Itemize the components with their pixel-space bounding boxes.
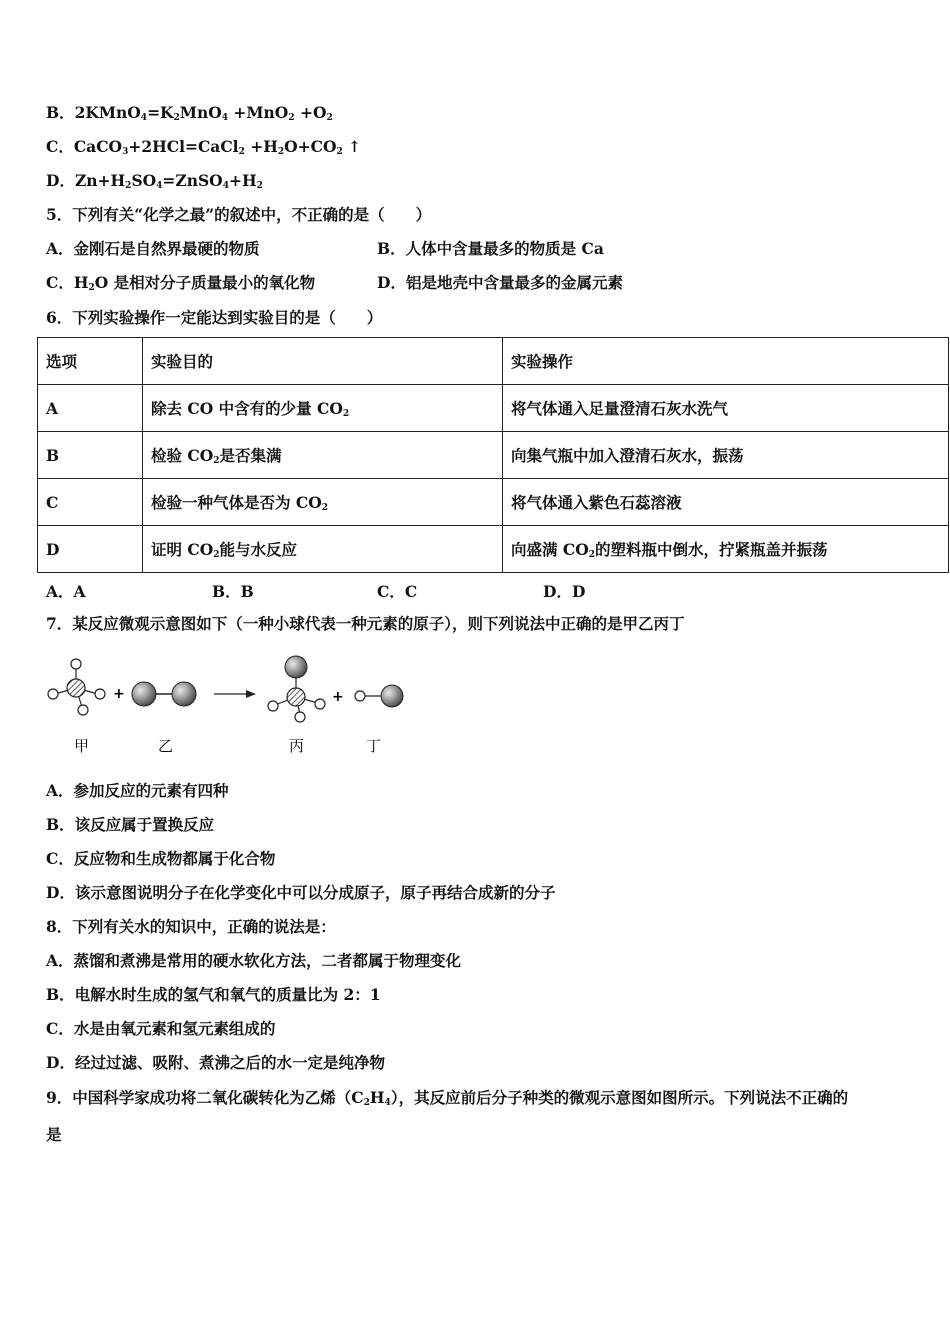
- table-cell-option: C: [38, 479, 143, 526]
- plus-sign: +: [332, 689, 344, 705]
- q5-option-c: C．$H_2O$ 是相对分子质量最小的氧化物: [46, 273, 316, 293]
- plus-sign: +: [113, 686, 125, 702]
- table-header: 实验操作: [503, 338, 949, 385]
- q8-option-b: B．电解水时生成的氢气和氧气的质量比为 2：1: [46, 985, 381, 1004]
- table-row: [38, 385, 949, 432]
- table-header: 选项: [38, 338, 143, 385]
- q6-answer-b: B．B: [212, 582, 254, 601]
- reaction-arrow-icon: [214, 690, 256, 698]
- q7-stem: 7．某反应微观示意图如下（一种小球代表一种元素的原子），则下列说法中正确的是甲乙丙丁: [46, 614, 685, 633]
- q6-answer-c: C．C: [377, 582, 418, 601]
- q5-option-d: D．铝是地壳中含量最多的金属元素: [377, 273, 623, 292]
- table-cell-option: D: [38, 526, 143, 573]
- table-cell-goal: 证明 $CO_2$能与水反应: [143, 526, 503, 573]
- molecule-yi-icon: [132, 682, 196, 706]
- label-jia: 甲: [74, 737, 90, 755]
- molecule-jia-icon: [48, 659, 105, 715]
- table-cell-goal: 检验 $CO_2$是否集满: [143, 432, 503, 479]
- q6-stem: 6．下列实验操作一定能达到实验目的是（ ）: [46, 308, 383, 327]
- label-ding: 丁: [366, 737, 382, 755]
- q4-option-c: C．CaCO$_3$+2HCl=CaCl$_2$ $+H_2O+CO_2$ ↑: [46, 137, 362, 157]
- table-header-row: [38, 338, 949, 385]
- experiment-table: [37, 337, 949, 573]
- q8-option-a: A．蒸馏和煮沸是常用的硬水软化方法，二者都属于物理变化: [46, 951, 462, 970]
- table-row: [38, 479, 949, 526]
- q6-answer-d: D．D: [543, 582, 586, 601]
- table-cell-operation: 向盛满 $CO_2$的塑料瓶中倒水，拧紧瓶盖并振荡: [503, 526, 949, 573]
- molecule-bing-icon: [268, 656, 325, 722]
- table-row: [38, 432, 949, 479]
- table-cell-operation: 将气体通入足量澄清石灰水洗气: [503, 385, 949, 432]
- q4-option-d: D．$Zn+H_2SO_4=ZnSO_4+H_2$: [46, 171, 263, 191]
- q6-answer-a: A．A: [46, 582, 86, 601]
- label-bing: 丙: [289, 737, 305, 755]
- table-cell-option: B: [38, 432, 143, 479]
- table-cell-operation: 将气体通入紫色石蕊溶液: [503, 479, 949, 526]
- table-cell-goal: 除去 CO 中含有的少量 $CO_2$: [143, 385, 503, 432]
- reaction-diagram: [40, 650, 420, 760]
- q9-stem: 9．中国科学家成功将二氧化碳转化为乙烯$(C_2H_4)$，其反应前后分子种类的微观示意图如图所示。下列说法不正确的: [46, 1088, 849, 1108]
- table-row: [38, 526, 949, 573]
- table-header: 实验目的: [143, 338, 503, 385]
- molecule-ding-icon: [355, 685, 403, 707]
- q7-option-b: B．该反应属于置换反应: [46, 815, 215, 834]
- q9-stem-continued: 是: [46, 1125, 62, 1144]
- q5-option-b: B．人体中含量最多的物质是 Ca: [377, 239, 604, 258]
- q7-option-d: D．该示意图说明分子在化学变化中可以分成原子，原子再结合成新的分子: [46, 883, 556, 902]
- q5-stem: 5．下列有关“化学之最”的叙述中，不正确的是（ ）: [46, 205, 432, 224]
- q8-option-c: C．水是由氧元素和氢元素组成的: [46, 1019, 276, 1038]
- table-cell-goal: 检验一种气体是否为 $CO_2$: [143, 479, 503, 526]
- q4-option-b: B．$2KMnO_4=K_2MnO_4 +MnO_2 +O_2$: [46, 103, 333, 123]
- q8-stem: 8．下列有关水的知识中，正确的说法是：: [46, 917, 336, 936]
- q5-option-a: A．金刚石是自然界最硬的物质: [46, 239, 260, 258]
- q7-option-a: A．参加反应的元素有四种: [46, 781, 229, 800]
- label-yi: 乙: [158, 737, 174, 755]
- table-cell-option: A: [38, 385, 143, 432]
- table-cell-operation: 向集气瓶中加入澄清石灰水，振荡: [503, 432, 949, 479]
- q8-option-d: D．经过过滤、吸附、煮沸之后的水一定是纯净物: [46, 1053, 385, 1072]
- q7-option-c: C．反应物和生成物都属于化合物: [46, 849, 276, 868]
